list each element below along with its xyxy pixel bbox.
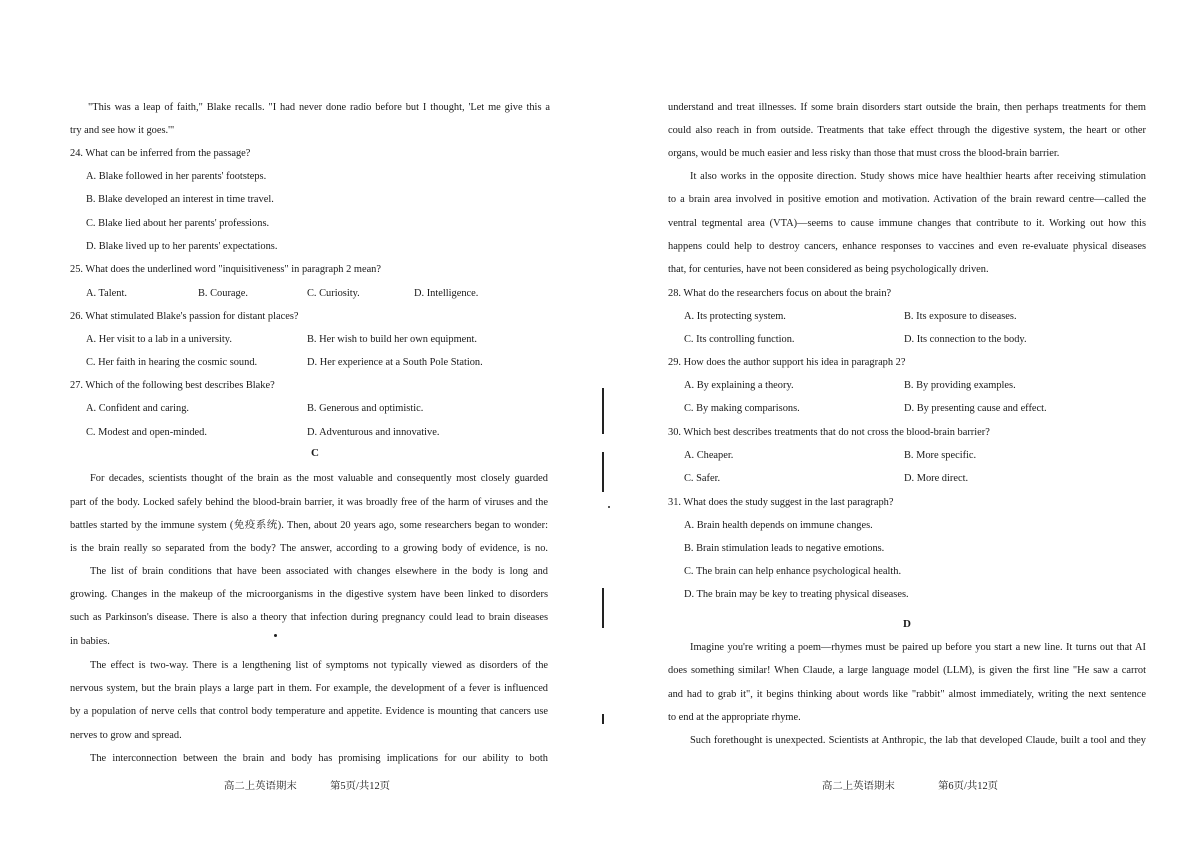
- q27-stem: 27. Which of the following best describes Blake?: [70, 380, 275, 391]
- section-c-heading: C: [311, 447, 319, 459]
- q25-option-c[interactable]: C. Curiosity.: [307, 288, 360, 299]
- q28-option-d[interactable]: D. Its connection to the body.: [904, 334, 1027, 345]
- passage-c-line: The interconnection between the brain and body has promising implications for our ability to both: [90, 753, 548, 764]
- q28-stem: 28. What do the researchers focus on about the brain?: [668, 288, 892, 299]
- passage-line: that, for centuries, have not been considered as being psychologically driven.: [668, 264, 989, 275]
- passage-line: to a brain area involved in positive emotion and motivation. Activation of the brain reward centre—called the: [668, 194, 1146, 205]
- q31-option-d[interactable]: D. The brain may be key to treating physical diseases.: [684, 589, 909, 600]
- q31-option-c[interactable]: C. The brain can help enhance psychological health.: [684, 566, 902, 577]
- q31-option-a[interactable]: A. Brain health depends on immune changes.: [684, 520, 873, 531]
- passage-d-line: to end at the appropriate rhyme.: [668, 712, 801, 723]
- passage-c-line: is the brain really so separated from the body? The answer, according to a growing body of evidence, is no.: [70, 543, 548, 554]
- passage-c-line: nerves to grow and spread.: [70, 730, 182, 741]
- q26-option-c[interactable]: C. Her faith in hearing the cosmic sound.: [86, 357, 258, 368]
- passage-c-line: The effect is two-way. There is a lengthening list of symptoms not typically viewed as disorders of the: [90, 660, 548, 671]
- q26-stem: 26. What stimulated Blake's passion for distant places?: [70, 311, 299, 322]
- q29-option-c[interactable]: C. By making comparisons.: [684, 403, 800, 414]
- passage-line: ventral tegmental area (VTA)—seems to cause immune changes that contribute to it. Working out how this: [668, 218, 1146, 229]
- passage-line: understand and treat illnesses. If some brain disorders start outside the brain, then perhaps treatments for them: [668, 102, 1146, 113]
- q28-option-c[interactable]: C. Its controlling function.: [684, 334, 795, 345]
- q31-option-b[interactable]: B. Brain stimulation leads to negative emotions.: [684, 543, 885, 554]
- passage-line: could also reach in from outside. Treatments that take effect through the digestive system, the heart or other: [668, 125, 1146, 136]
- q25-option-b[interactable]: B. Courage.: [198, 288, 248, 299]
- q25-option-d[interactable]: D. Intelligence.: [414, 288, 479, 299]
- passage-d-line: does something similar! When Claude, a large language model (LLM), is given the first line "He saw a carrot: [668, 665, 1146, 676]
- passage-d-line: Such forethought is unexpected. Scientists at Anthropic, the lab that developed Claude, built a tool and they: [690, 735, 1146, 746]
- q30-option-b[interactable]: B. More specific.: [904, 450, 977, 461]
- passage-c-line: battles started by the immune system (免疫系统). Then, about 20 years ago, some researchers began to wonder:: [70, 520, 548, 531]
- passage-d-line: and had to grab it", it begins thinking about words like "rabbit" almost immediately, writing the next sentence: [668, 689, 1146, 700]
- q27-option-a[interactable]: A. Confident and caring.: [86, 403, 190, 414]
- footer-page-number: 第5页/共12页: [330, 781, 391, 792]
- passage-c-line: For decades, scientists thought of the brain as the most valuable and consequently most closely guarded: [90, 473, 548, 484]
- quote-line-1: "This was a leap of faith," Blake recalls. "I had never done radio before but I thought, 'Let me give this a: [88, 102, 550, 113]
- passage-c-line: part of the body. Locked safely behind the blood-brain barrier, it was broadly free of the harm of viruses and the: [70, 497, 548, 508]
- q27-option-b[interactable]: B. Generous and optimistic.: [307, 403, 424, 414]
- q29-option-b[interactable]: B. By providing examples.: [904, 380, 1016, 391]
- section-d-heading: D: [903, 618, 911, 630]
- right-page: [600, 0, 1200, 847]
- q30-option-d[interactable]: D. More direct.: [904, 473, 969, 484]
- q24-stem: 24. What can be inferred from the passage?: [70, 148, 251, 159]
- q28-option-b[interactable]: B. Its exposure to diseases.: [904, 311, 1017, 322]
- passage-c-line: by a population of nerve cells that control body temperature and appetite. Evidence is mounting that cancers use: [70, 706, 548, 717]
- passage-c-line: such as Parkinson's disease. There is also a theory that infection during pregnancy could lead to brain diseases: [70, 612, 548, 623]
- q27-option-c[interactable]: C. Modest and open-minded.: [86, 427, 207, 438]
- quote-line-2: try and see how it goes.'": [70, 125, 175, 136]
- footer-course: 高二上英语期末: [224, 781, 297, 792]
- q29-stem: 29. How does the author support his idea in paragraph 2?: [668, 357, 906, 368]
- scan-speck: [274, 634, 277, 637]
- passage-line: It also works in the opposite direction. Study shows mice have healthier hearts after receiving stimulation: [690, 171, 1146, 182]
- q30-option-a[interactable]: A. Cheaper.: [684, 450, 734, 461]
- q24-option-d[interactable]: D. Blake lived up to her parents' expectations.: [86, 241, 278, 252]
- q27-option-d[interactable]: D. Adventurous and innovative.: [307, 427, 440, 438]
- footer-course: 高二上英语期末: [822, 781, 895, 792]
- q26-option-b[interactable]: B. Her wish to build her own equipment.: [307, 334, 477, 345]
- q29-option-d[interactable]: D. By presenting cause and effect.: [904, 403, 1047, 414]
- passage-c-line: The list of brain conditions that have been associated with changes elsewhere in the body is long and: [90, 566, 548, 577]
- q26-option-a[interactable]: A. Her visit to a lab in a university.: [86, 334, 232, 345]
- q31-stem: 31. What does the study suggest in the last paragraph?: [668, 497, 894, 508]
- passage-line: happens could help to destroy cancers, enhance responses to vaccines and even re-evaluate physical diseases: [668, 241, 1146, 252]
- footer-page-number: 第6页/共12页: [938, 781, 999, 792]
- q28-option-a[interactable]: A. Its protecting system.: [684, 311, 786, 322]
- q26-option-d[interactable]: D. Her experience at a South Pole Station.: [307, 357, 483, 368]
- q25-stem: 25. What does the underlined word "inquisitiveness" in paragraph 2 mean?: [70, 264, 381, 275]
- q24-option-b[interactable]: B. Blake developed an interest in time travel.: [86, 194, 274, 205]
- q24-option-a[interactable]: A. Blake followed in her parents' footsteps.: [86, 171, 267, 182]
- passage-line: organs, would be much easier and less risky than those that must cross the blood-brain barrier.: [668, 148, 1060, 159]
- q30-stem: 30. Which best describes treatments that do not cross the blood-brain barrier?: [668, 427, 990, 438]
- passage-c-line: growing. Changes in the makeup of the microorganisms in the digestive system have been linked to disorders: [70, 589, 548, 600]
- q29-option-a[interactable]: A. By explaining a theory.: [684, 380, 794, 391]
- passage-d-line: Imagine you're writing a poem—rhymes must be paired up before you start a new line. It turns out that AI: [690, 642, 1146, 653]
- passage-c-line: in babies.: [70, 636, 110, 647]
- q24-option-c[interactable]: C. Blake lied about her parents' professions.: [86, 218, 270, 229]
- q30-option-c[interactable]: C. Safer.: [684, 473, 721, 484]
- passage-c-line: nervous system, but the brain plays a large part in them. For example, the development of a fever is influenced: [70, 683, 548, 694]
- q25-option-a[interactable]: A. Talent.: [86, 288, 127, 299]
